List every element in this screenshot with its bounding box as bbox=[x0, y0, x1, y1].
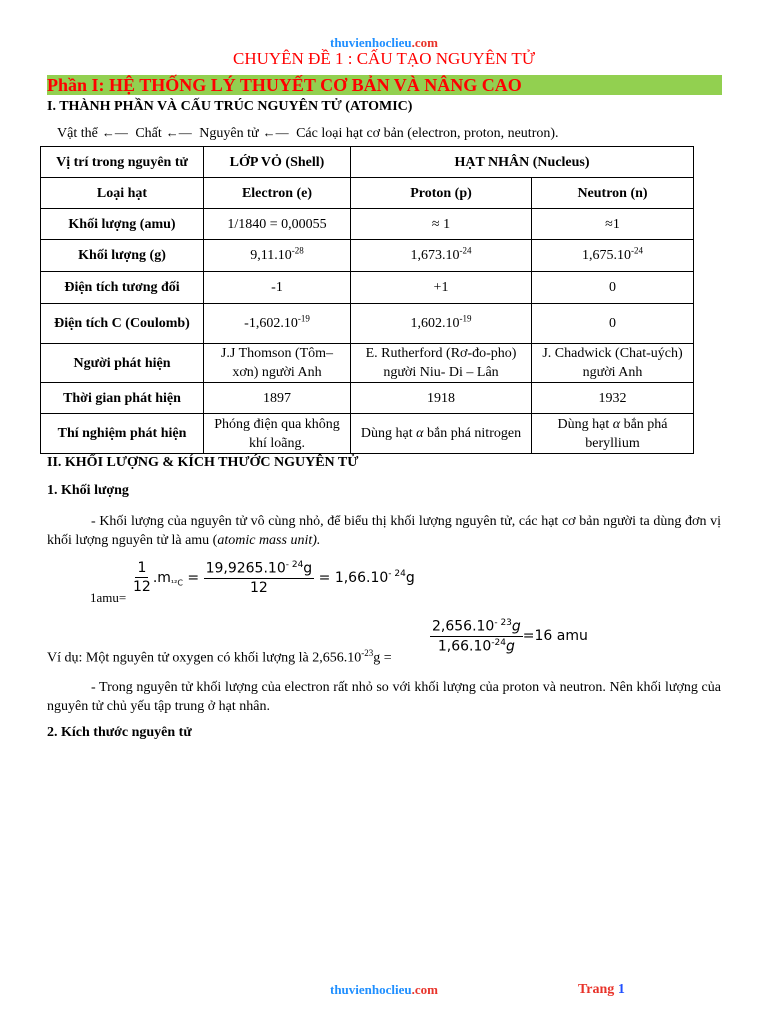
table-cell: J. Chadwick (Chat-uých) người Anh bbox=[532, 344, 694, 383]
paragraph-mass-nucleus: - Trong nguyên tử khối lượng của electron rất nhỏ so với khối lượng của proton và neutron. Nên khối lượng của nguyên tử chủ yếu tập trung ở hạt nhân. bbox=[47, 680, 721, 714]
left-arrow-icon: ←— bbox=[101, 125, 128, 140]
row-label: Vị trí trong nguyên tử bbox=[41, 147, 204, 178]
table-cell: $1,675.10^{-24}$ bbox=[532, 240, 694, 272]
table-cell: $1,602.10^{-19}$ bbox=[351, 304, 532, 344]
table-cell: -1 bbox=[204, 272, 351, 304]
table-row bbox=[41, 414, 694, 454]
paragraph-mass-intro: - Khối lượng của nguyên tử vô cùng nhỏ, để biểu thị khối lượng nguyên tử, các hạt cơ bản người ta dùng đơn vị khối lượng nguyên tử là amu (atomic mass unit). bbox=[47, 514, 721, 548]
document-title: CHUYÊN ĐỀ 1 : CẤU TẠO NGUYÊN TỬ bbox=[232, 49, 536, 68]
table-row bbox=[41, 209, 694, 240]
table-row bbox=[41, 272, 694, 304]
row-label: Khối lượng (amu) bbox=[41, 209, 204, 240]
table-cell: ≈1 bbox=[532, 209, 694, 240]
row-label: Thí nghiệm phát hiện bbox=[41, 414, 204, 454]
table-row bbox=[41, 240, 694, 272]
table-cell: 1897 bbox=[204, 383, 351, 414]
table-row bbox=[41, 304, 694, 344]
flow-item-particles: Các loại hạt cơ bản (electron, proton, neutron). bbox=[296, 126, 559, 141]
cell-proton: Proton (p) bbox=[351, 178, 532, 209]
table-cell: E. Rutherford (Rơ-đo-pho) người Niu- Di – Lân bbox=[351, 344, 532, 383]
row-label: Điện tích C (Coulomb) bbox=[41, 304, 204, 344]
subsection-size-heading: 2. Kích thước nguyên tử bbox=[47, 725, 192, 740]
header-nucleus: HẠT NHÂN (Nucleus) bbox=[351, 147, 694, 178]
table-cell: 1932 bbox=[532, 383, 694, 414]
table-cell: ≈ 1 bbox=[351, 209, 532, 240]
table-cell: 1918 bbox=[351, 383, 532, 414]
table-cell: 0 bbox=[532, 272, 694, 304]
table-cell: 1/1840 = 0,00055 bbox=[204, 209, 351, 240]
header-shell: LỚP VỎ (Shell) bbox=[204, 147, 351, 178]
row-label: Thời gian phát hiện bbox=[41, 383, 204, 414]
table-cell: J.J Thomson (Tôm–xơn) người Anh bbox=[204, 344, 351, 383]
section-2-heading: II. KHỐI LƯỢNG & KÍCH THƯỚC NGUYÊN TỬ bbox=[47, 455, 359, 470]
matter-hierarchy-line bbox=[57, 125, 559, 142]
row-label: Điện tích tương đối bbox=[41, 272, 204, 304]
footer-site-link[interactable] bbox=[0, 982, 768, 998]
site-name: thuvienhoclieu bbox=[330, 35, 412, 50]
site-domain: .com bbox=[411, 982, 438, 997]
table-row bbox=[41, 147, 694, 178]
left-arrow-icon: ←— bbox=[165, 125, 192, 140]
oxygen-example: Ví dụ: Một nguyên tử oxygen có khối lượng là $2,656.10^{-23}g$ = bbox=[47, 648, 392, 666]
table-cell: $1,673.10^{-24}$ bbox=[351, 240, 532, 272]
table-row bbox=[41, 178, 694, 209]
row-label: Loại hạt bbox=[41, 178, 204, 209]
flow-item-object: Vật thể bbox=[57, 126, 98, 141]
table-row bbox=[41, 383, 694, 414]
flow-item-substance: Chất bbox=[135, 126, 162, 141]
part-title: Phần I: HỆ THỐNG LÝ THUYẾT CƠ BẢN VÀ NÂNG CAO bbox=[47, 75, 522, 95]
flow-item-atom: Nguyên tử bbox=[199, 126, 259, 141]
table-cell: +1 bbox=[351, 272, 532, 304]
site-domain: .com bbox=[411, 35, 438, 50]
table-cell: $9,11.10^{-28}$ bbox=[204, 240, 351, 272]
cell-electron: Electron (e) bbox=[204, 178, 351, 209]
subsection-mass-heading: 1. Khối lượng bbox=[47, 483, 129, 498]
table-cell: 0 bbox=[532, 304, 694, 344]
page-number: Trang 1 bbox=[578, 982, 625, 997]
alpha-symbol: α bbox=[416, 426, 424, 441]
table-cell: Dùng hạt α bắn phá beryllium bbox=[532, 414, 694, 454]
oxygen-amu-formula: $\frac{2,656.10^{- 23}g}{1,66.10^{-24}g}$ =16 amu bbox=[432, 618, 588, 655]
atomic-particles-table bbox=[40, 146, 694, 454]
table-row bbox=[41, 344, 694, 383]
alpha-symbol: α bbox=[612, 416, 621, 432]
row-label: Khối lượng (g) bbox=[41, 240, 204, 272]
amu-label: 1amu= bbox=[90, 590, 127, 605]
cell-neutron: Neutron (n) bbox=[532, 178, 694, 209]
amu-formula: $\frac{1}{12}$ $.m_{^{12}C}$ = $\frac{19,9265.10^{- 24}g}{12}$ = $1,66.10^{- 24}g$ bbox=[133, 560, 415, 596]
table-cell: Phóng điện qua không khí loãng. bbox=[204, 414, 351, 454]
table-cell: Dùng hạt α bắn phá nitrogen bbox=[351, 414, 532, 454]
left-arrow-icon: ←— bbox=[262, 125, 289, 140]
row-label: Người phát hiện bbox=[41, 344, 204, 383]
site-name: thuvienhoclieu bbox=[330, 982, 412, 997]
table-cell: $-1,602.10^{-19}$ bbox=[204, 304, 351, 344]
section-1-heading: I. THÀNH PHẦN VÀ CẤU TRÚC NGUYÊN TỬ (ATOMIC) bbox=[47, 99, 413, 114]
